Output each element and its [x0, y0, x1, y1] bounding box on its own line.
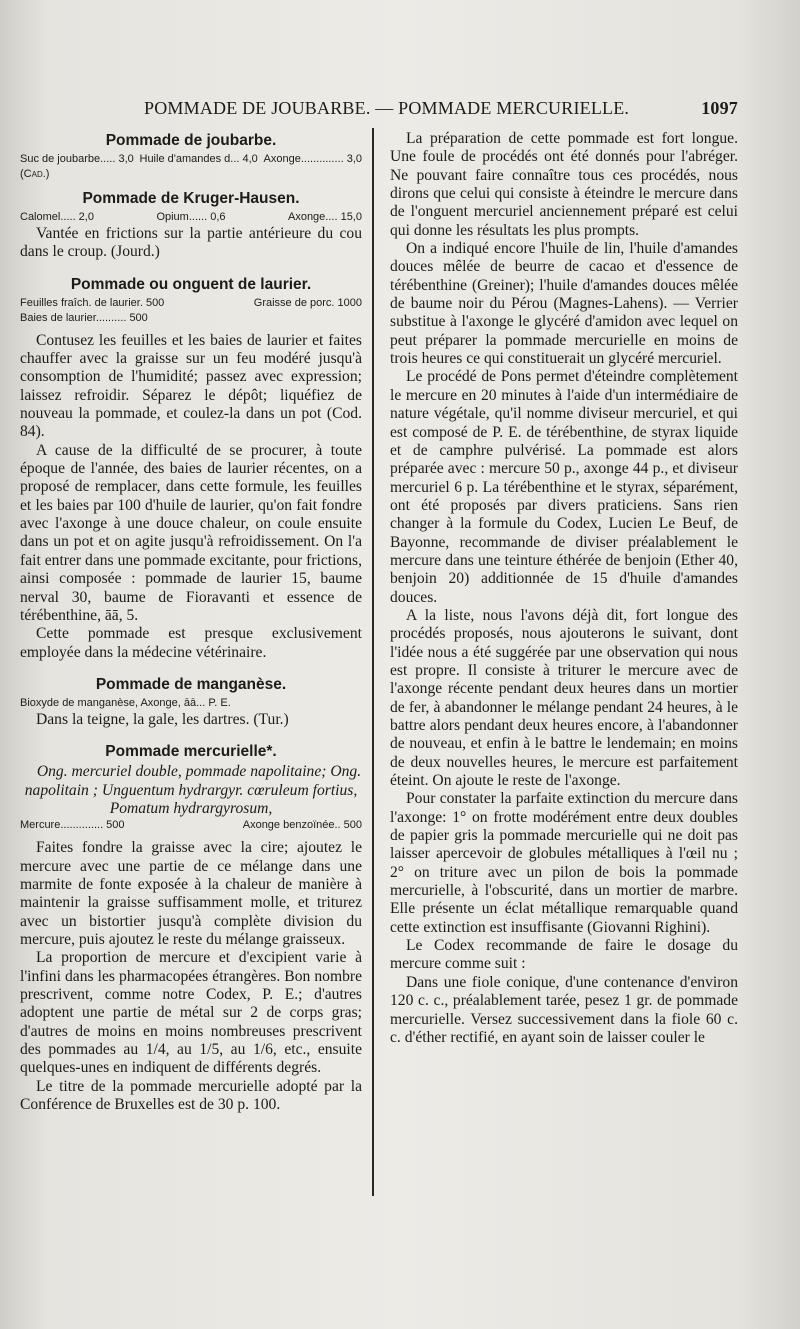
- recipe-line: Suc de joubarbe..... 3,0: [20, 153, 134, 165]
- paragraph: Le Codex recommande de faire le dosage du mercure comme suit :: [390, 937, 738, 973]
- paragraph: A cause de la difficulté de se procurer, à toute époque de l'année, des baies de laurier récentes, on a proposé de remplacer, dans cette formule, les feuilles et les baies par 100 d'huile de laurier, qu'on fait fondre avec l'axonge à une douce chaleur, on coule ensuite dans un pot et on agite jusqu'à refroidissement. On l'a fait entrer dans une pommade excitante, pour frictions, ainsi composée : pommade de laurier 15, baume nerval 30, baume de Fioravanti et essence de térébenthine, āā, 5.: [20, 441, 362, 624]
- paragraph: Pour constater la parfaite extinction du mercure dans l'axonge: 1° on frotte modérément entre deux doubles de papier gris la pommade mercurielle qui ne doit pas laisser apercevoir de globules métalliques à l'œil nu ; 2° on triture avec un pilon de bois la pommade mercurielle, à l'obscurité, dans un mortier de marbre. Elle présente un éclat métallique remarquable quand cette extinction est insuffisante (Giovanni Righini).: [390, 790, 738, 936]
- recipe-joubarbe: [20, 152, 362, 182]
- paragraph: Le procédé de Pons permet d'éteindre complètement le mercure en 20 minutes à l'aide d'un intermédiaire de nature végétale, qu'il nomme diviseur mercuriel, et qui est composé de P. E. de térébenthine, de styrax liquide et de camphre pulvérisé. La pommade est alors préparée avec : mercure 50 p., axonge 44 p., et diviseur mercuriel 6 p. La térébenthine et le styrax, séparément, ont été proposés par divers praticiens. Sans rien changer à la formule du Codex, Lucien Le Beuf, de Bayonne, recommande de diviser préalablement le mercure dans une teinture éthérée de benjoin (Ether 40, benjoin 20) additionnée de 15 d'huile d'amandes douces.: [390, 368, 738, 606]
- recipe-line: Axonge benzoïnée.. 500: [242, 819, 362, 832]
- recipe-line: Opium...... 0,6: [156, 211, 226, 223]
- paragraph: Contusez les feuilles et les baies de laurier et faites chauffer avec la graisse sur un feu modéré jusqu'à consomption de l'humidité; passez avec expression; laissez refroidir. Séparez le dépôt; liquéfiez de nouveau la pommade, et coulez-la dans un pot (Cod. 84).: [20, 331, 362, 441]
- running-title: POMMADE DE JOUBARBE. — POMMADE MERCURIELLE.: [144, 98, 630, 118]
- paragraph: Dans la teigne, la gale, les dartres. (Tur.): [36, 710, 289, 728]
- recipe-line: Feuilles fraîch. de laurier. 500: [20, 296, 165, 309]
- recipe-line: Huile d'amandes d... 4,0: [139, 153, 258, 165]
- recipe-line: Bioxyde de manganèse, Axonge, āā... P. E.: [20, 696, 231, 709]
- recipe-line: Calomel..... 2,0: [20, 211, 94, 223]
- paragraph: La proportion de mercure et d'excipient varie à l'infini dans les pharmacopées étrangères. Bon nombre prescrivent, comme notre Codex, P. E.; d'autres adoptent une partie de métal sur 2 de corps gras; d'autres de moins en moins nombreuses prescrivent des pommades au 1/4, au 1/5, au 1/6, etc., ensuite quelques-unes en indiquent de différents degrés.: [20, 949, 362, 1077]
- recipe-line: Mercure.............. 500: [20, 819, 125, 832]
- recipe-line: Axonge.... 15,0: [287, 211, 362, 223]
- heading-mercurielle: Pommade mercurielle*.: [105, 743, 277, 761]
- paragraph: On a indiqué encore l'huile de lin, l'huile d'amandes douces mêlée de beurre de cacao et d'essence de térébenthine (Greiner); l'huile d'amandes douces mêlée de baume noir du Pérou (Magnes-Lahens). — Verrier substitue à l'axonge le glycéré d'amidon avec lequel on peut préparer la pommade mercurielle en moins de trois heures ce qui constituerait un glycéré mercuriel.: [390, 240, 738, 368]
- heading-laurier: Pommade ou onguent de laurier.: [70, 275, 312, 293]
- column-divider: [372, 128, 374, 1196]
- paragraph: Cette pommade est presque exclusivement employée dans la médecine vétérinaire.: [20, 625, 362, 661]
- heading-manganese: Pommade de manganèse.: [95, 675, 287, 693]
- recipe-manganese: [20, 696, 362, 711]
- page-number: 1097: [701, 98, 738, 118]
- synonyms: Ong. mercuriel double, pommade napolitaine; Ong. napolitain ; Unguentum hydrargyr. cœruleum fortius, Pomatum hydrargyrosum,: [24, 763, 362, 817]
- recipe-mercurielle: [20, 818, 362, 833]
- paragraph: A la liste, nous l'avons déjà dit, fort longue des procédés proposés, nous ajouterons le suivant, dont l'idée nous a été suggérée par une observation qui nous est propre. Il consiste à triturer le mercure avec de l'axonge récente pendant deux heures dans un mortier de fer, à abandonner le mélange pendant 24 heures, à le battre alors pendant deux heures encore, à l'abandonner de nouveau, et enfin à le battre le lendemain; en moins de deux nouvelles heures, le mercure est parfaitement éteint. On ajoute le reste de l'axonge.: [390, 606, 738, 790]
- recipe-source: (Cad.): [20, 168, 50, 180]
- paragraph: Vantée en frictions sur la partie antérieure du cou dans le croup. (Jourd.): [20, 225, 362, 261]
- paragraph: Dans une fiole conique, d'une contenance d'environ 120 c. c., préalablement tarée, pesez 1 gr. de pommade mercurielle. Versez successivement dans la fiole 60 c. c. d'éther rectifié, en ayant soin de laisser couler le: [390, 973, 738, 1046]
- left-column: [20, 130, 362, 1114]
- recipe-laurier: [20, 296, 362, 326]
- heading-joubarbe: Pommade de joubarbe.: [105, 132, 277, 149]
- recipe-line: Baies de laurier.......... 500: [20, 311, 148, 324]
- paragraph: Faites fondre la graisse avec la cire; ajoutez le mercure avec une partie de ce mélange dans une marmite de fonte exposée à la chaleur de manière à maintenir la graisse suffisamment molle, et triturez avec un bistortier jusqu'à complète division du mercure, puis ajoutez le reste du mélange graisseux.: [20, 839, 362, 948]
- recipe-kruger: [20, 210, 362, 225]
- right-column: [390, 130, 738, 1047]
- paragraph: La préparation de cette pommade est fort longue. Une foule de procédés ont été donnés pour l'abréger. Ne pouvant faire connaître tous ces procédés, nous dirons que celui qui consiste à éteindre le mercure dans de l'onguent mercuriel anciennement préparé est celui qui donne les résultats les plus prompts.: [390, 130, 738, 239]
- recipe-line: Graisse de porc. 1000: [253, 296, 362, 309]
- recipe-line: Axonge.............. 3,0: [263, 153, 362, 165]
- paragraph: Le titre de la pommade mercurielle adopté par la Conférence de Bruxelles est de 30 p. 100.: [20, 1077, 362, 1114]
- heading-kruger: Pommade de Kruger-Hausen.: [82, 190, 300, 207]
